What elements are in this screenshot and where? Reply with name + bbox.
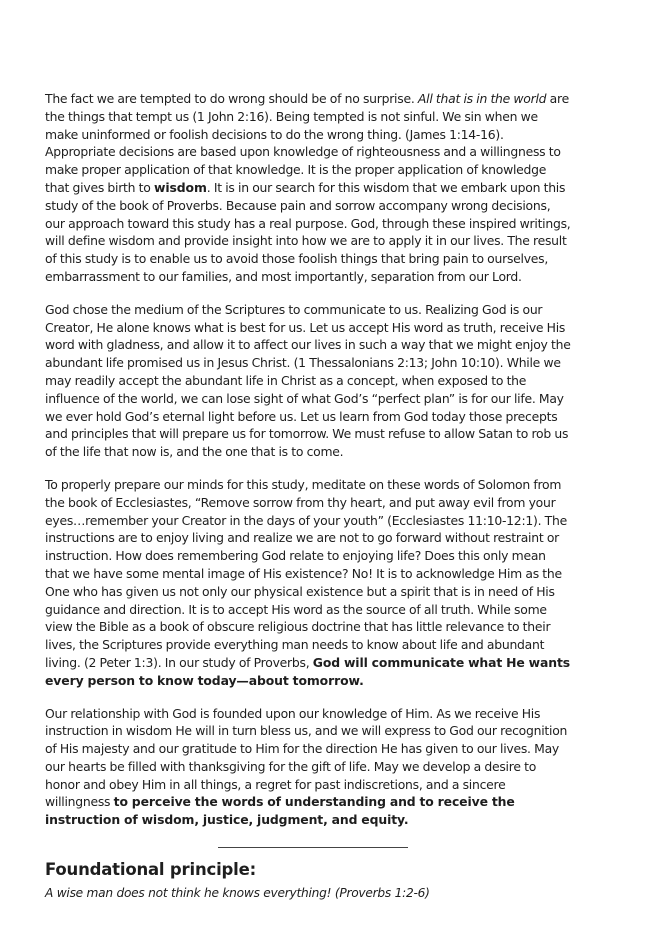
paragraph-3 xyxy=(45,476,573,690)
paragraph-1-text: The fact we are tempted to do wrong should be of no surprise. xyxy=(45,91,418,106)
paragraph-1-text-3: . It is in our search for this wisdom that we embark upon this study of the book of Proverbs. Because pain and sorrow accompany wrong decisions, our approach toward this study has a real purpose. God, through these inspired writings, will define wisdom and provide insight into how we are to apply it in our lives. The result of this study is to enable us to avoid those foolish things that bring pain to ourselves, embarrassment to our families, and most importantly, separation from our Lord. xyxy=(45,179,571,284)
paragraph-2 xyxy=(45,301,573,461)
paragraph-1-italic: All that is in the world xyxy=(417,91,547,106)
paragraph-4-bold: to perceive the words of understanding and to receive the instruction of wisdom, justice, judgment, and equity. xyxy=(45,794,515,828)
paragraph-1 xyxy=(45,90,573,286)
document-body xyxy=(45,90,573,829)
paragraph-2-text: God chose the medium of the Scriptures to communicate to us. Realizing God is our Creator, He alone knows what is best for us. Let us accept His word as truth, receive His word with gladness, and allow it to affect our lives in such a way that we might enjoy the abundant life promised us in Jesus Christ. (1 Thessalonians 2:13; John 10:10). While we may readily accept the abundant life in Christ as a concept, when exposed to the influence of the world, we can lose sight of what God’s “perfect plan” is for our life. May we ever hold God’s eternal light before us. Let us learn from God today those precepts and principles that will prepare us for tomorrow. We must refuse to allow Satan to rob us of the life that now is, and the one that is to come. xyxy=(45,301,571,460)
paragraph-3-text: To properly prepare our minds for this study, meditate on these words of Solomon from the book of Ecclesiastes, “Remove sorrow from thy heart, and put away evil from your eyes…remember your Creator in the days of your youth” (Ecclesiastes 11:10-12:1). The instructions are to enjoy living and realize we are not to go forward without restraint or instruction. How does remembering God relate to enjoying life? Does this only mean that we have some mental image of His existence? No! It is to acknowledge Him as the One who has given us not only our physical existence but a spirit that is in need of His guidance and direction. It is to accept His word as the source of all truth. While some view the Bible as a book of obscure religious doctrine that has little relevance to their lives, the Scriptures provide everything man needs to know about life and abundant living. (2 Peter 1:3). In our study of Proverbs, xyxy=(45,476,567,670)
paragraph-1-bold-wisdom: wisdom xyxy=(154,179,207,195)
paragraph-3-bold: God will communicate what He wants every person to know today—about tomorrow. xyxy=(45,654,571,688)
paragraph-1-text-2: are the things that tempt us (1 John 2:16). Being tempted is not sinful. We sin when we make uninformed or foolish decisions to do the wrong thing. (James 1:14-16). Appropriate decisions are based upon knowledge of righteousness and a willingness to make proper application of that knowledge. It is the proper application of knowledge that gives birth to xyxy=(45,91,569,195)
paragraph-4 xyxy=(45,705,573,830)
paragraph-4-text: Our relationship with God is founded upon our knowledge of Him. As we receive His instruction in wisdom He will in turn bless us, and we will express to God our recognition of His majesty and our gratitude to Him for the direction He has given to our lives. May our hearts be filled with thanksgiving for the gift of life. May we develop a desire to honor and obey Him in all things, a regret for past indiscretions, and a sincere willingness xyxy=(45,705,568,810)
section-divider xyxy=(218,847,408,848)
foundational-principle-text: A wise man does not think he knows everything! (Proverbs 1:2-6) xyxy=(45,886,430,900)
foundational-principle-heading: Foundational principle: xyxy=(45,860,256,879)
